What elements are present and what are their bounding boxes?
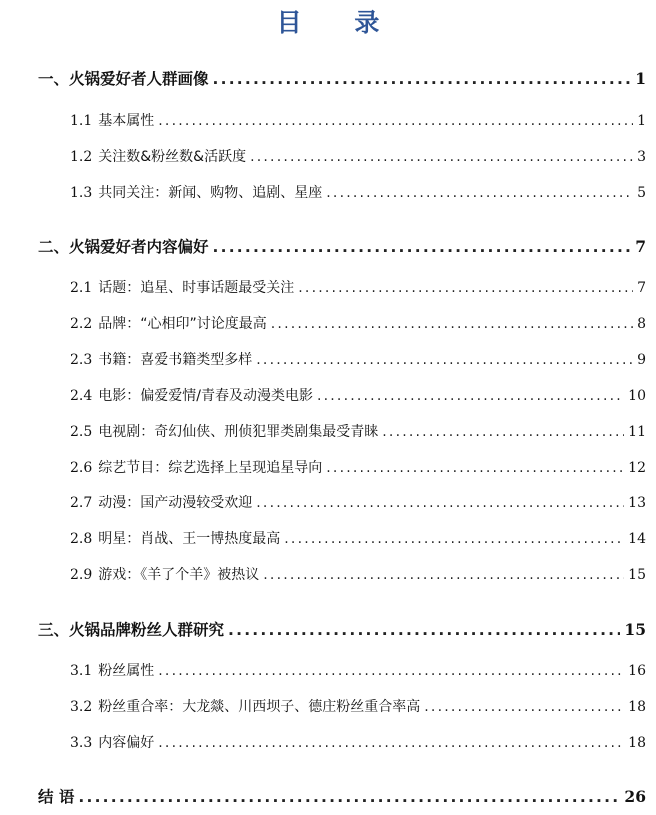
- toc-entry-number: 一、: [38, 70, 70, 88]
- toc-entry-page: 26: [624, 787, 646, 806]
- toc-entry-label: 火锅品牌粉丝人群研究: [69, 621, 225, 639]
- toc-entry-number: 2.8: [70, 531, 93, 547]
- toc-entry-page: 1: [637, 113, 646, 129]
- dot-leader: [298, 280, 633, 296]
- toc-entry-label: 话题：追星、时事话题最受关注: [98, 280, 295, 296]
- toc-entry-page: 7: [635, 237, 646, 256]
- toc-entry-1-1[interactable]: [70, 110, 646, 130]
- toc-entry-section-3[interactable]: [38, 618, 646, 640]
- toc-entry-label: 电影：偏爱爱情/青春及动漫类电影: [98, 388, 313, 404]
- toc-entry-number: 2.4: [70, 388, 93, 404]
- toc-entry-number: 2.1: [70, 280, 93, 296]
- toc-entry-label: 火锅爱好者内容偏好: [69, 238, 209, 256]
- toc-entry-label: 内容偏好: [98, 735, 155, 751]
- toc-entry-label: 明星：肖战、王一博热度最高: [98, 531, 281, 547]
- toc-entry-page: 15: [624, 620, 646, 639]
- toc-entry-number: 2.9: [70, 567, 93, 583]
- toc-title: 目 录: [276, 8, 402, 37]
- toc-entry-number: 2.7: [70, 495, 93, 511]
- toc-entry-number: 2.3: [70, 352, 93, 368]
- toc-entry-2-2[interactable]: [70, 313, 646, 333]
- toc-entry-number: 2.2: [70, 316, 93, 332]
- toc-entry-label: 火锅爱好者人群画像: [69, 70, 209, 88]
- toc-entry-conclusion[interactable]: [38, 785, 646, 807]
- dot-leader: [382, 424, 624, 440]
- toc-entry-section-1[interactable]: [38, 67, 646, 89]
- toc-entry-number: 3.1: [70, 663, 93, 679]
- toc-entry-page: 12: [628, 460, 646, 476]
- toc-entry-page: 5: [637, 185, 646, 201]
- toc-entry-page: 3: [637, 149, 646, 165]
- toc-entry-page: 15: [628, 567, 646, 583]
- dot-leader: [158, 113, 633, 129]
- dot-leader: [250, 149, 633, 165]
- dot-leader: [78, 788, 620, 806]
- toc-entry-label: 粉丝属性: [98, 663, 155, 679]
- dot-leader: [213, 70, 632, 88]
- dot-leader: [284, 531, 624, 547]
- toc-entry-page: 10: [628, 388, 646, 404]
- toc-entry-2-5[interactable]: [70, 421, 646, 441]
- toc-entry-page: 8: [637, 316, 646, 332]
- toc-entry-label: 游戏：《羊了个羊》被热议: [98, 567, 260, 583]
- dot-leader: [213, 238, 632, 256]
- dot-leader: [263, 567, 624, 583]
- toc-entry-3-2[interactable]: [70, 696, 646, 716]
- toc-entry-2-4[interactable]: [70, 385, 646, 405]
- toc-entry-label: 共同关注：新闻、购物、追剧、星座: [98, 185, 323, 201]
- toc-entry-3-1[interactable]: [70, 660, 646, 680]
- toc-entry-label: 粉丝重合率：大龙燚、川西坝子、德庄粉丝重合率高: [98, 699, 421, 715]
- toc-entry-2-1[interactable]: [70, 277, 646, 297]
- toc-entry-number: 3.2: [70, 699, 93, 715]
- toc-entry-number: 3.3: [70, 735, 93, 751]
- toc-entry-number: 三、: [38, 621, 70, 639]
- dot-leader: [326, 460, 624, 476]
- toc-entry-2-9[interactable]: [70, 564, 646, 584]
- dot-leader: [158, 663, 624, 679]
- dot-leader: [326, 185, 633, 201]
- toc-entry-page: 1: [635, 69, 646, 88]
- toc-entry-label: 电视剧：奇幻仙侠、刑侦犯罪类剧集最受青睐: [98, 424, 379, 440]
- toc-entry-label: 结 语: [38, 788, 75, 806]
- dot-leader: [271, 316, 633, 332]
- toc-entry-2-7[interactable]: [70, 492, 646, 512]
- toc-entry-number: 1.1: [70, 113, 93, 129]
- toc-entry-number: 二、: [38, 238, 70, 256]
- toc-entry-label: 基本属性: [98, 113, 155, 129]
- toc-entry-label: 品牌：“心相印”讨论度最高: [98, 316, 267, 332]
- toc-entry-page: 11: [628, 424, 646, 440]
- toc-entry-page: 16: [628, 663, 646, 679]
- dot-leader: [317, 388, 624, 404]
- toc-entry-page: 9: [637, 352, 646, 368]
- toc-entry-label: 动漫：国产动漫较受欢迎: [98, 495, 253, 511]
- toc-entry-1-3[interactable]: [70, 182, 646, 202]
- toc-entry-page: 18: [628, 735, 646, 751]
- toc-entry-page: 7: [637, 280, 646, 296]
- dot-leader: [256, 495, 624, 511]
- toc-entry-3-3[interactable]: [70, 732, 646, 752]
- toc-entry-number: 1.2: [70, 149, 93, 165]
- toc-entry-number: 2.6: [70, 460, 93, 476]
- toc-entry-page: 14: [628, 531, 646, 547]
- toc-entry-2-8[interactable]: [70, 528, 646, 548]
- toc-entry-number: 1.3: [70, 185, 93, 201]
- toc-entry-label: 书籍：喜爱书籍类型多样: [98, 352, 253, 368]
- toc-entry-2-6[interactable]: [70, 457, 646, 477]
- toc-entry-1-2[interactable]: [70, 146, 646, 166]
- toc-entry-section-2[interactable]: [38, 235, 646, 257]
- toc-entry-number: 2.5: [70, 424, 93, 440]
- dot-leader: [256, 352, 633, 368]
- dot-leader: [158, 735, 624, 751]
- toc-entry-label: 综艺节目：综艺选择上呈现追星导向: [98, 460, 323, 476]
- toc-entry-2-3[interactable]: [70, 349, 646, 369]
- toc-entry-page: 18: [628, 699, 646, 715]
- toc-entry-label: 关注数&粉丝数&活跃度: [98, 149, 247, 165]
- dot-leader: [424, 699, 624, 715]
- dot-leader: [228, 621, 620, 639]
- toc-entry-page: 13: [628, 495, 646, 511]
